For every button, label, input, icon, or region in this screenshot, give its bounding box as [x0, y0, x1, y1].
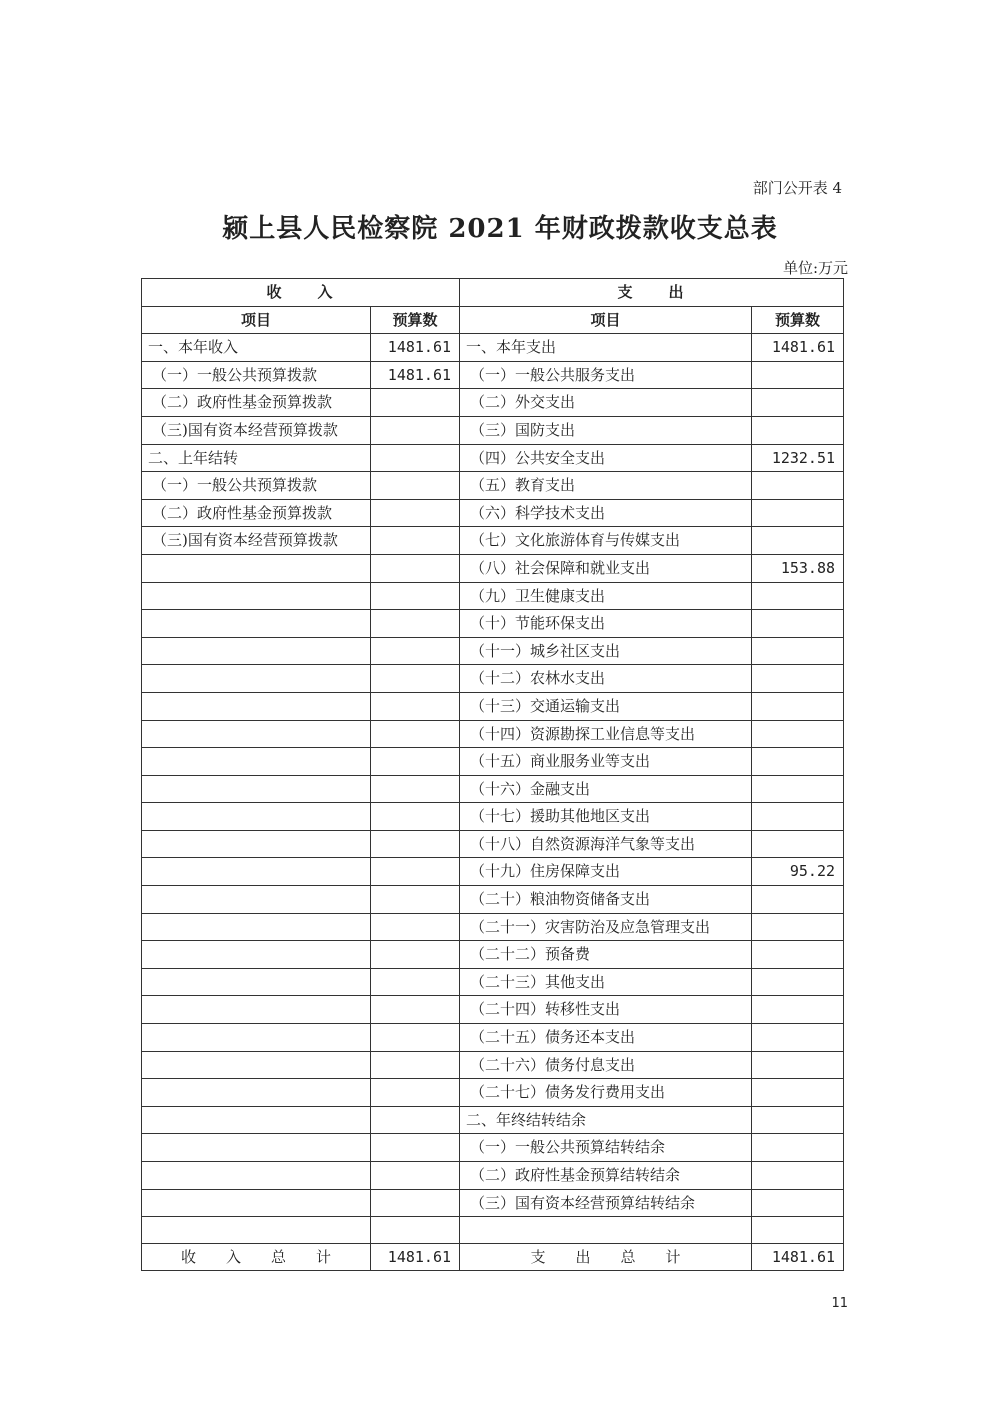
- income-value-cell: [371, 665, 460, 693]
- income-value-cell: [371, 748, 460, 776]
- income-item-cell: [142, 1189, 371, 1217]
- income-value-cell: [371, 1134, 460, 1162]
- income-value-cell: [371, 472, 460, 500]
- expense-value-cell: [752, 389, 844, 417]
- income-value-cell: 1481.61: [371, 361, 460, 389]
- expense-value-cell: [752, 775, 844, 803]
- expense-item-cell: （八）社会保障和就业支出: [460, 554, 752, 582]
- income-budget-header: 预算数: [371, 306, 460, 334]
- income-item-cell: （二）政府性基金预算拨款: [142, 499, 371, 527]
- expense-item-cell: （二十五）债务还本支出: [460, 1024, 752, 1052]
- table-row: [142, 389, 844, 417]
- income-value-cell: [371, 389, 460, 417]
- income-value-cell: [371, 1217, 460, 1244]
- expense-value-cell: [752, 748, 844, 776]
- table-row: [142, 361, 844, 389]
- income-value-cell: [371, 1106, 460, 1134]
- expense-item-cell: （二）外交支出: [460, 389, 752, 417]
- income-value-cell: [371, 803, 460, 831]
- expense-value-cell: [752, 803, 844, 831]
- table-row: [142, 554, 844, 582]
- expense-item-cell: （九）卫生健康支出: [460, 582, 752, 610]
- table-row: [142, 968, 844, 996]
- income-item-cell: [142, 886, 371, 914]
- expense-value-cell: [752, 1134, 844, 1162]
- expense-value-cell: [752, 830, 844, 858]
- income-value-cell: [371, 913, 460, 941]
- income-item-cell: [142, 803, 371, 831]
- income-item-cell: （三)国有资本经营预算拨款: [142, 527, 371, 555]
- page-number: 11: [831, 1296, 848, 1311]
- table-row: [142, 527, 844, 555]
- income-value-cell: [371, 720, 460, 748]
- expense-item-cell: （四）公共安全支出: [460, 444, 752, 472]
- expense-value-cell: [752, 720, 844, 748]
- income-value-cell: 1481.61: [371, 334, 460, 362]
- expense-value-cell: [752, 941, 844, 969]
- income-item-cell: [142, 1134, 371, 1162]
- expense-item-cell: （十三）交通运输支出: [460, 692, 752, 720]
- table-row: [142, 1051, 844, 1079]
- income-total-value: 1481.61: [371, 1243, 460, 1271]
- income-item-cell: [142, 554, 371, 582]
- expense-item-cell: （二十）粮油物资储备支出: [460, 886, 752, 914]
- income-value-cell: [371, 941, 460, 969]
- income-item-cell: （三)国有资本经营预算拨款: [142, 416, 371, 444]
- income-item-cell: [142, 858, 371, 886]
- expense-item-cell: （十五）商业服务业等支出: [460, 748, 752, 776]
- table-row: [142, 775, 844, 803]
- expense-value-cell: [752, 996, 844, 1024]
- income-item-cell: [142, 637, 371, 665]
- table-row: [142, 996, 844, 1024]
- table-row: [142, 1079, 844, 1107]
- section-header-row: [142, 279, 844, 307]
- income-value-cell: [371, 554, 460, 582]
- expense-item-cell: （二十七）债务发行费用支出: [460, 1079, 752, 1107]
- table-row: [142, 416, 844, 444]
- income-value-cell: [371, 830, 460, 858]
- income-value-cell: [371, 692, 460, 720]
- income-value-cell: [371, 527, 460, 555]
- table-row: [142, 665, 844, 693]
- income-item-cell: （二）政府性基金预算拨款: [142, 389, 371, 417]
- table-row: [142, 720, 844, 748]
- expense-item-cell: （十）节能环保支出: [460, 610, 752, 638]
- budget-table: [141, 278, 844, 1271]
- expense-item-cell: （十七）援助其他地区支出: [460, 803, 752, 831]
- table-row: [142, 858, 844, 886]
- expense-value-cell: [752, 1162, 844, 1190]
- expense-item-cell: （二十一）灾害防治及应急管理支出: [460, 913, 752, 941]
- expense-total-label: 支 出 总 计: [460, 1243, 752, 1271]
- income-item-cell: 一、本年收入: [142, 334, 371, 362]
- income-total-label: 收 入 总 计: [142, 1243, 371, 1271]
- table-row: [142, 610, 844, 638]
- income-value-cell: [371, 968, 460, 996]
- table-row: [142, 803, 844, 831]
- income-item-cell: （一）一般公共预算拨款: [142, 361, 371, 389]
- expense-value-cell: [752, 499, 844, 527]
- income-item-cell: [142, 1162, 371, 1190]
- expense-value-cell: [752, 582, 844, 610]
- expense-item-cell: （二十二）预备费: [460, 941, 752, 969]
- table-row: [142, 830, 844, 858]
- expense-value-cell: [752, 610, 844, 638]
- expense-value-cell: 153.88: [752, 554, 844, 582]
- table-row: [142, 1134, 844, 1162]
- form-label: 部门公开表 4: [752, 179, 842, 197]
- income-item-cell: [142, 748, 371, 776]
- expense-item-cell: （七）文化旅游体育与传媒支出: [460, 527, 752, 555]
- expense-value-cell: [752, 886, 844, 914]
- table-row: [142, 1217, 844, 1244]
- income-item-cell: [142, 665, 371, 693]
- income-item-cell: [142, 1217, 371, 1244]
- table-row: [142, 334, 844, 362]
- table-row: [142, 692, 844, 720]
- expense-item-cell: （一）一般公共预算结转结余: [460, 1134, 752, 1162]
- income-value-cell: [371, 1079, 460, 1107]
- income-item-cell: [142, 968, 371, 996]
- expense-value-cell: [752, 1024, 844, 1052]
- income-value-cell: [371, 416, 460, 444]
- expense-value-cell: [752, 416, 844, 444]
- expense-value-cell: [752, 1217, 844, 1244]
- expense-item-cell: （三）国有资本经营预算结转结余: [460, 1189, 752, 1217]
- income-item-cell: [142, 830, 371, 858]
- expense-value-cell: [752, 665, 844, 693]
- table-row: [142, 637, 844, 665]
- expense-value-cell: [752, 1079, 844, 1107]
- expense-item-cell: （六）科学技术支出: [460, 499, 752, 527]
- unit-label: 单位:万元: [782, 259, 848, 277]
- table-row: [142, 886, 844, 914]
- total-row: [142, 1243, 844, 1271]
- expense-item-cell: （二十六）债务付息支出: [460, 1051, 752, 1079]
- income-value-cell: [371, 775, 460, 803]
- income-value-cell: [371, 582, 460, 610]
- expense-total-value: 1481.61: [752, 1243, 844, 1271]
- table-row: [142, 472, 844, 500]
- income-item-cell: [142, 1106, 371, 1134]
- income-value-cell: [371, 499, 460, 527]
- expense-value-cell: [752, 1189, 844, 1217]
- income-item-cell: [142, 1051, 371, 1079]
- table-row: [142, 499, 844, 527]
- table-row: [142, 1024, 844, 1052]
- income-item-cell: [142, 775, 371, 803]
- income-item-cell: [142, 582, 371, 610]
- table-body: [142, 334, 844, 1244]
- income-value-cell: [371, 1189, 460, 1217]
- income-item-cell: 二、上年结转: [142, 444, 371, 472]
- expense-item-cell: （五）教育支出: [460, 472, 752, 500]
- expense-item-cell: 一、本年支出: [460, 334, 752, 362]
- expense-item-header: 项目: [460, 306, 752, 334]
- expense-item-cell: （二十三）其他支出: [460, 968, 752, 996]
- expense-item-cell: （二十四）转移性支出: [460, 996, 752, 1024]
- expense-item-cell: （十一）城乡社区支出: [460, 637, 752, 665]
- expense-value-cell: [752, 637, 844, 665]
- expense-item-cell: （十八）自然资源海洋气象等支出: [460, 830, 752, 858]
- income-item-cell: [142, 1024, 371, 1052]
- table-row: [142, 1162, 844, 1190]
- expense-value-cell: 1232.51: [752, 444, 844, 472]
- expense-item-cell: [460, 1217, 752, 1244]
- income-value-cell: [371, 444, 460, 472]
- expense-budget-header: 预算数: [752, 306, 844, 334]
- income-item-cell: [142, 720, 371, 748]
- expense-item-cell: （十二）农林水支出: [460, 665, 752, 693]
- expense-value-cell: [752, 472, 844, 500]
- income-item-cell: [142, 913, 371, 941]
- expense-item-cell: （二）政府性基金预算结转结余: [460, 1162, 752, 1190]
- income-item-cell: （一）一般公共预算拨款: [142, 472, 371, 500]
- expense-item-cell: 二、年终结转结余: [460, 1106, 752, 1134]
- income-value-cell: [371, 886, 460, 914]
- income-item-cell: [142, 1079, 371, 1107]
- column-header-row: [142, 306, 844, 334]
- income-value-cell: [371, 1162, 460, 1190]
- expense-value-cell: [752, 361, 844, 389]
- income-header: 收 入: [142, 279, 460, 307]
- expense-item-cell: （十四）资源勘探工业信息等支出: [460, 720, 752, 748]
- table-row: [142, 913, 844, 941]
- expense-value-cell: [752, 1106, 844, 1134]
- expense-value-cell: [752, 692, 844, 720]
- expense-item-cell: （一）一般公共服务支出: [460, 361, 752, 389]
- income-value-cell: [371, 858, 460, 886]
- table-row: [142, 1106, 844, 1134]
- table-row: [142, 941, 844, 969]
- expense-item-cell: （三）国防支出: [460, 416, 752, 444]
- table-row: [142, 748, 844, 776]
- expense-value-cell: [752, 913, 844, 941]
- expense-value-cell: [752, 968, 844, 996]
- expense-item-cell: （十九）住房保障支出: [460, 858, 752, 886]
- income-item-cell: [142, 996, 371, 1024]
- income-item-header: 项目: [142, 306, 371, 334]
- income-item-cell: [142, 941, 371, 969]
- expense-item-cell: （十六）金融支出: [460, 775, 752, 803]
- table-row: [142, 1189, 844, 1217]
- income-item-cell: [142, 610, 371, 638]
- income-value-cell: [371, 637, 460, 665]
- income-value-cell: [371, 996, 460, 1024]
- income-value-cell: [371, 1024, 460, 1052]
- income-value-cell: [371, 610, 460, 638]
- income-value-cell: [371, 1051, 460, 1079]
- page-title: 颍上县人民检察院 2021 年财政拨款收支总表: [222, 214, 778, 244]
- income-item-cell: [142, 692, 371, 720]
- expense-value-cell: 1481.61: [752, 334, 844, 362]
- expense-value-cell: [752, 1051, 844, 1079]
- expense-value-cell: [752, 527, 844, 555]
- expense-header: 支 出: [460, 279, 844, 307]
- table-row: [142, 444, 844, 472]
- table-row: [142, 582, 844, 610]
- expense-value-cell: 95.22: [752, 858, 844, 886]
